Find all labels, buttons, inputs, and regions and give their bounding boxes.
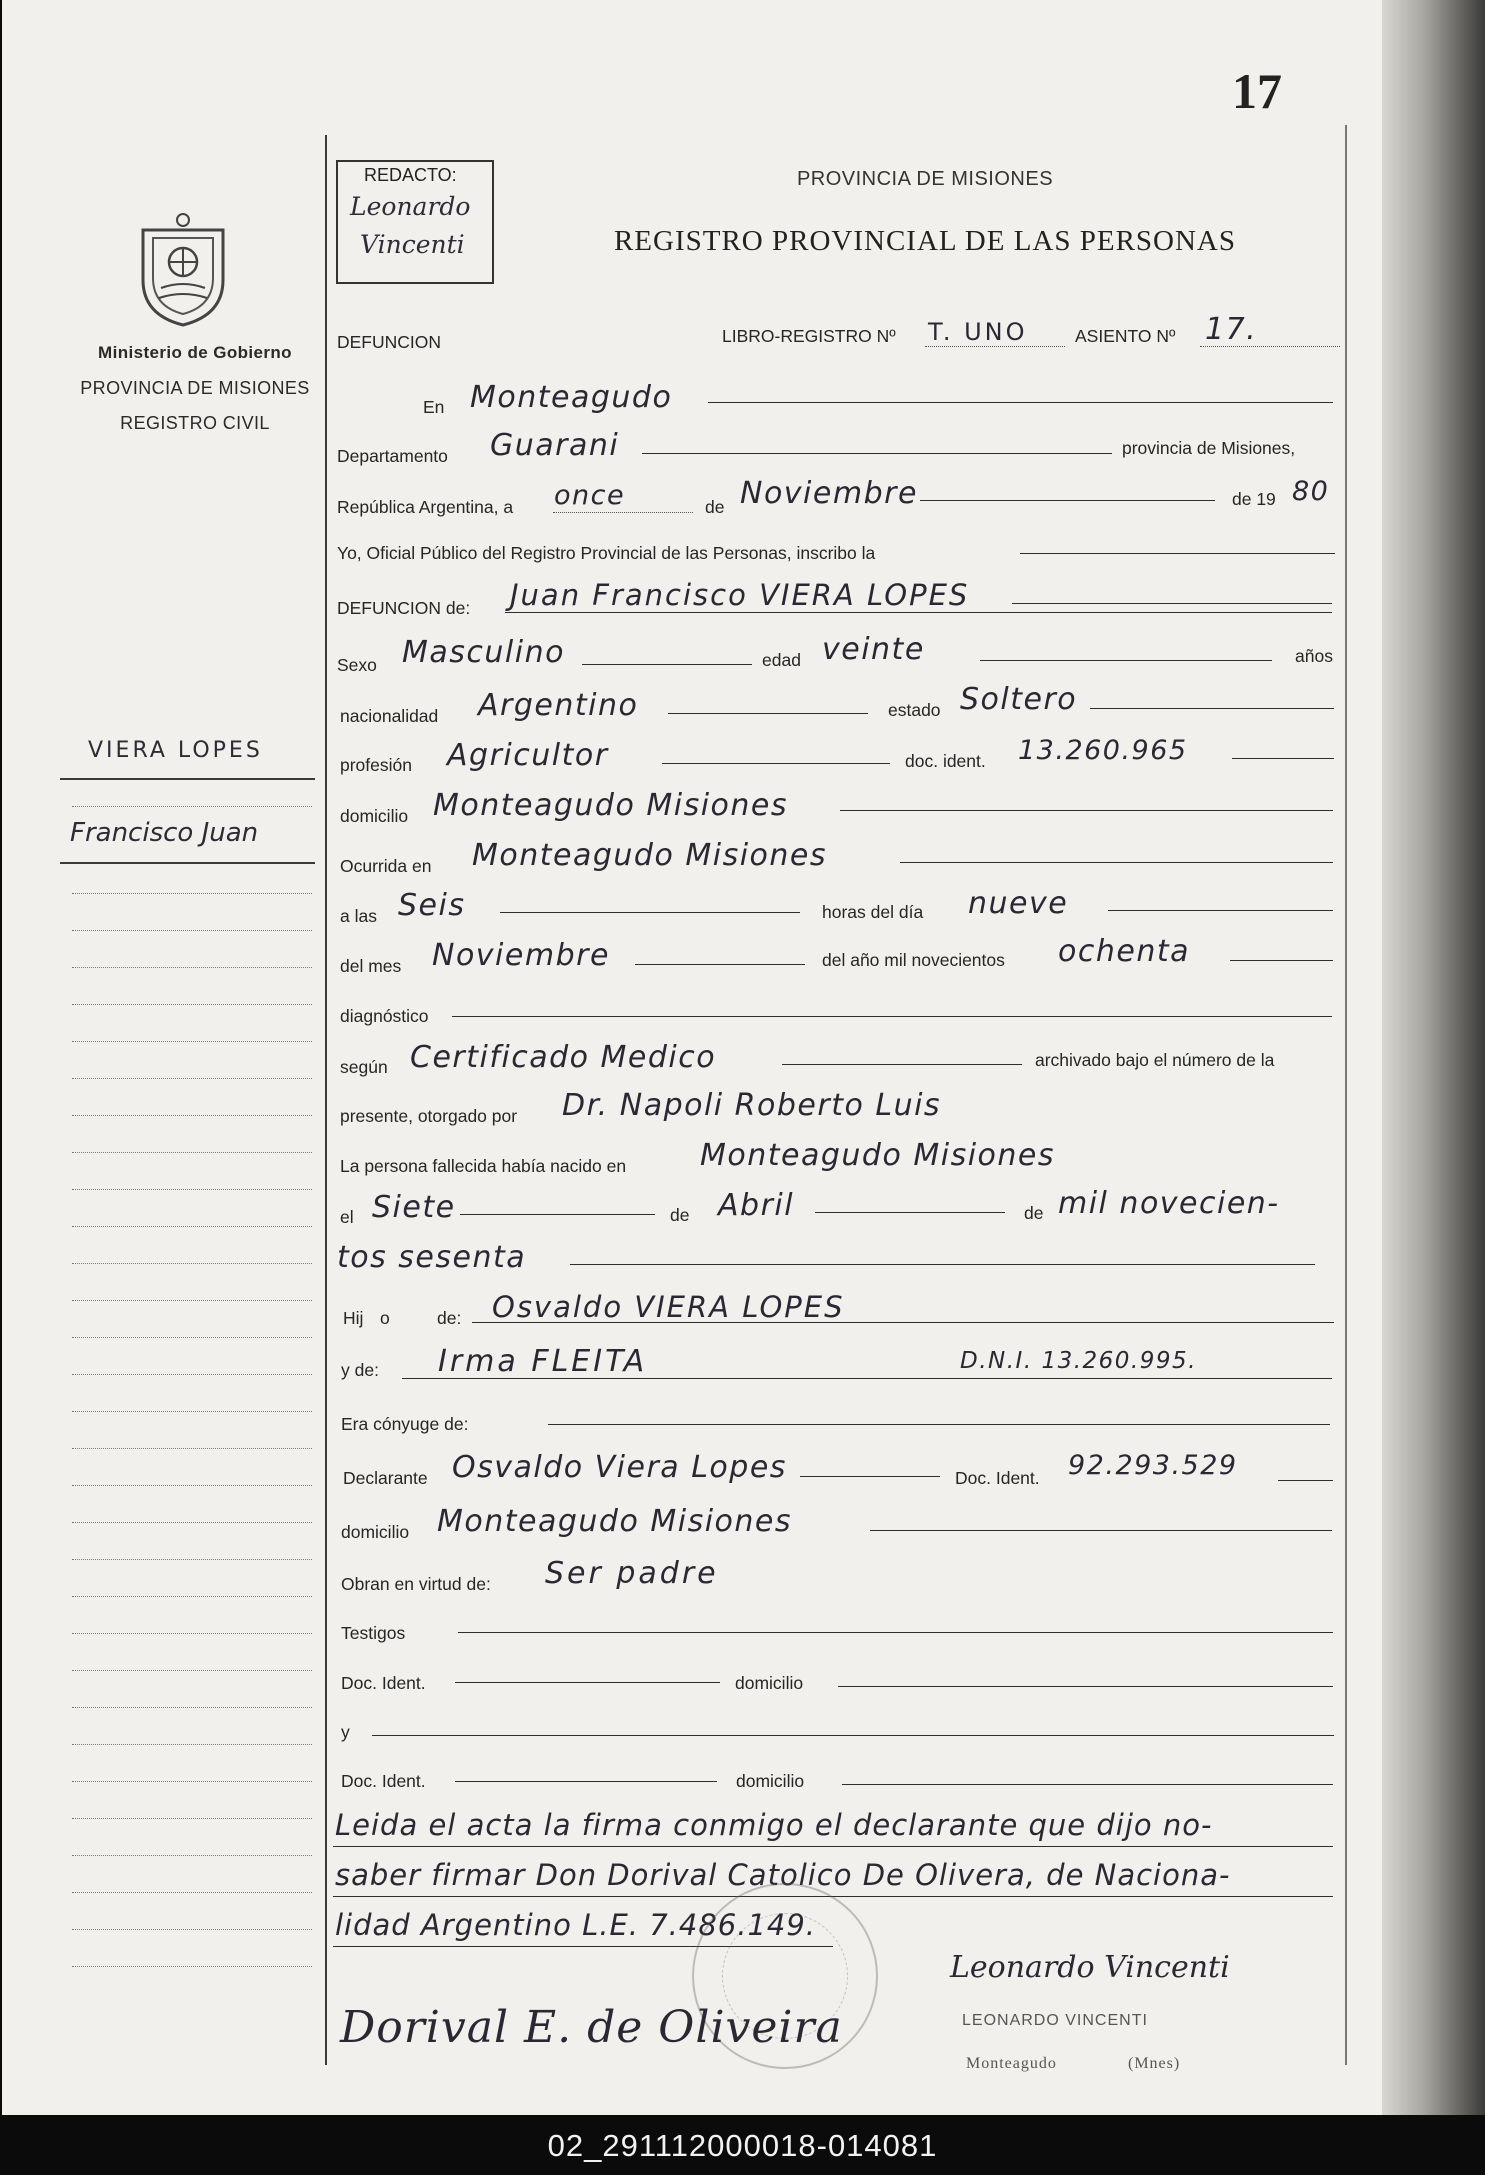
- officer-printed-name: LEONARDO VINCENTI: [962, 2012, 1148, 2029]
- margin-given-names: Francisco Juan: [70, 818, 259, 848]
- ocurrida-label: Ocurrida en: [340, 856, 432, 876]
- mother-dni: D.N.I. 13.260.995.: [960, 1348, 1197, 1374]
- de3-value: mil novecien-: [1058, 1186, 1280, 1221]
- redacto-label: REDACTO:: [364, 165, 457, 185]
- obran-value: Ser padre: [545, 1556, 719, 1591]
- dia-value: once: [554, 480, 626, 511]
- mother-name: Irma FLEITA: [438, 1344, 648, 1379]
- margin-line: [72, 1004, 312, 1005]
- footer-image-id: 02_291112000018-014081: [547, 2128, 938, 2163]
- alas-label: a las: [340, 906, 377, 926]
- margin-line: [72, 806, 312, 807]
- oficial-line: [1020, 553, 1335, 554]
- decl-domicilio-line: [870, 1530, 1332, 1531]
- hij-label: Hij: [343, 1308, 364, 1328]
- margin-line: [72, 1892, 312, 1893]
- en-value: Monteagudo: [470, 380, 673, 415]
- nacionalidad-label: nacionalidad: [340, 706, 439, 726]
- alas-line: [500, 912, 800, 913]
- de2-line: [815, 1212, 1005, 1213]
- edad-label: edad: [762, 650, 801, 670]
- margin-rule: [325, 135, 327, 2065]
- diagnostico-label: diagnóstico: [340, 1006, 429, 1026]
- estado-line: [1090, 708, 1334, 709]
- declarante-line: [800, 1476, 940, 1477]
- margin-surname: VIERA LOPES: [88, 738, 263, 763]
- cont-line: [570, 1264, 1315, 1265]
- estado-value: Soltero: [960, 682, 1078, 717]
- profesion-label: profesión: [340, 755, 412, 775]
- margin-line: [72, 1522, 312, 1523]
- decl-domicilio-value: Monteagudo Misiones: [437, 1504, 792, 1539]
- nacionalidad-value: Argentino: [478, 688, 639, 723]
- margin-line: [72, 1152, 312, 1153]
- note-line-2: saber firmar Don Dorival Catolico De Olivera, de Naciona-: [335, 1858, 1231, 1892]
- margin-line: [60, 778, 315, 780]
- nacido-value: Monteagudo Misiones: [700, 1138, 1055, 1173]
- margin-line: [72, 1263, 312, 1264]
- archivado-label: archivado bajo el número de la: [1035, 1050, 1275, 1070]
- margin-line: [72, 1337, 312, 1338]
- departamento-value: Guarani: [490, 428, 620, 463]
- margin-line: [72, 1596, 312, 1597]
- margin-line: [72, 1781, 312, 1782]
- diagnostico-line: [452, 1016, 1332, 1017]
- deceased-name: Juan Francisco VIERA LOPES: [510, 578, 970, 612]
- segun-line: [782, 1064, 1022, 1065]
- margin-line: [72, 1818, 312, 1819]
- doc-ident-label: doc. ident.: [905, 751, 986, 771]
- departamento-label: Departamento: [337, 446, 448, 466]
- testigo1-dom-label: domicilio: [735, 1673, 804, 1693]
- nacionalidad-line: [668, 713, 868, 714]
- mes-line: [920, 500, 1215, 501]
- sexo-label: Sexo: [337, 655, 377, 675]
- testigo2-doc-line: [455, 1781, 717, 1782]
- horas-line: [1108, 910, 1333, 911]
- doc-ident-value: 13.260.965: [1018, 735, 1188, 766]
- record-type-label: DEFUNCION: [337, 332, 442, 352]
- declarante-value: Osvaldo Viera Lopes: [452, 1450, 787, 1485]
- delanio-line: [1230, 960, 1333, 961]
- asiento-value: 17.: [1205, 312, 1258, 347]
- doc-ident-line: [1232, 758, 1334, 759]
- sexo-value: Masculino: [402, 635, 565, 670]
- declarant-signature: Dorival E. de Oliveira: [340, 2002, 843, 2053]
- margin-line: [72, 1374, 312, 1375]
- delanio-label: del año mil novecientos: [822, 950, 1005, 970]
- margin-line: [72, 1707, 312, 1708]
- redacto-signature-line2: Vincenti: [360, 230, 465, 259]
- el-label: el: [340, 1207, 354, 1227]
- margin-line: [72, 1448, 312, 1449]
- y-label: y: [341, 1722, 350, 1742]
- margin-line: [72, 1226, 312, 1227]
- conyuge-label: Era cónyuge de:: [341, 1414, 469, 1434]
- defuncion-underline: [505, 612, 1332, 613]
- delmes-value: Noviembre: [432, 938, 610, 973]
- officer-printed-place: Monteagudo: [966, 2055, 1057, 2072]
- margin-line: [72, 930, 312, 931]
- libro-dots: [925, 346, 1065, 347]
- delmes-line: [635, 964, 805, 965]
- sexo-line: [582, 664, 752, 665]
- margin-line: [72, 1189, 312, 1190]
- margin-line: [72, 1966, 312, 1967]
- note-line-1: Leida el acta la firma conmigo el declarante que dijo no-: [335, 1808, 1213, 1842]
- edad-line: [980, 660, 1272, 661]
- note-underline-1: [333, 1846, 1333, 1847]
- crest-icon: [133, 210, 233, 330]
- anos-label: años: [1295, 646, 1333, 666]
- horas-label: horas del día: [822, 902, 924, 922]
- asiento-dots: [1200, 346, 1340, 347]
- decl-doc-label: Doc. Ident.: [955, 1468, 1040, 1488]
- libro-value: T. UNO: [928, 318, 1028, 346]
- profesion-line: [662, 763, 890, 764]
- decl-doc-value: 92.293.529: [1068, 1450, 1238, 1481]
- declarante-label: Declarante: [343, 1468, 428, 1488]
- margin-line: [72, 1115, 312, 1116]
- domicilio-value: Monteagudo Misiones: [433, 788, 788, 823]
- margin-line: [72, 1300, 312, 1301]
- birth-year-continuation: tos sesenta: [337, 1240, 527, 1275]
- asiento-label: ASIENTO Nº: [1075, 326, 1176, 346]
- y-de-label: y de:: [341, 1360, 379, 1380]
- margin-line: [72, 1078, 312, 1079]
- oficial-text: Yo, Oficial Público del Registro Provincial de las Personas, inscribo la: [337, 543, 876, 563]
- father-line: [472, 1322, 1334, 1323]
- segun-label: según: [340, 1057, 388, 1077]
- ocurrida-value: Monteagudo Misiones: [472, 838, 827, 873]
- alas-value: Seis: [398, 888, 466, 923]
- defuncion-de-label: DEFUNCION de:: [337, 598, 471, 618]
- de2-label: de: [670, 1205, 690, 1225]
- en-label: En: [423, 397, 445, 417]
- defuncion-line: [1012, 603, 1332, 604]
- testigos-label: Testigos: [341, 1623, 406, 1643]
- page-number: 17: [1232, 63, 1282, 119]
- testigo2-line: [372, 1735, 1334, 1736]
- ministry-label: Ministerio de Gobierno: [98, 343, 292, 362]
- hij-de-label: de:: [437, 1308, 462, 1328]
- registry-title: REGISTRO PROVINCIAL DE LAS PERSONAS: [613, 225, 1237, 257]
- de3-label: de: [1024, 1203, 1044, 1223]
- anio-value: 80: [1292, 476, 1330, 507]
- registry-label: REGISTRO CIVIL: [120, 413, 270, 433]
- republica-label: República Argentina, a: [337, 497, 514, 517]
- presente-value: Dr. Napoli Roberto Luis: [562, 1088, 942, 1123]
- mother-line: [402, 1378, 1332, 1379]
- testigos-line: [458, 1632, 1333, 1633]
- libro-label: LIBRO-REGISTRO Nº: [722, 326, 896, 346]
- conyuge-line: [548, 1424, 1330, 1425]
- de19-label: de 19: [1232, 489, 1276, 509]
- en-line: [708, 402, 1333, 403]
- margin-line: [72, 1485, 312, 1486]
- margin-line: [72, 1929, 312, 1930]
- mes-value: Noviembre: [740, 476, 918, 511]
- nacido-label: La persona fallecida había nacido en: [340, 1156, 627, 1176]
- hij-suffix: o: [380, 1308, 390, 1328]
- testigo1-doc-label: Doc. Ident.: [341, 1673, 426, 1693]
- right-rule: [1345, 125, 1347, 2065]
- obran-label: Obran en virtud de:: [341, 1574, 491, 1594]
- delmes-label: del mes: [340, 956, 402, 976]
- segun-value: Certificado Medico: [410, 1040, 717, 1075]
- decl-doc-line: [1278, 1480, 1333, 1481]
- decl-domicilio-label: domicilio: [341, 1522, 410, 1542]
- profesion-value: Agricultor: [447, 738, 609, 773]
- book-spine: [1382, 0, 1485, 2115]
- margin-line: [72, 967, 312, 968]
- note-line-3: lidad Argentino L.E. 7.486.149.: [335, 1908, 817, 1942]
- margin-line: [72, 1855, 312, 1856]
- provincia-label: provincia de Misiones,: [1122, 438, 1296, 458]
- officer-printed-prov: (Mnes): [1128, 2055, 1181, 2072]
- presente-label: presente, otorgado por: [340, 1106, 518, 1126]
- margin-line: [72, 1633, 312, 1634]
- province-heading: PROVINCIA DE MISIONES: [796, 168, 1054, 190]
- margin-line: [72, 1411, 312, 1412]
- edad-value: veinte: [822, 632, 925, 667]
- testigo1-dom-line: [838, 1686, 1333, 1687]
- ocurrida-line: [900, 862, 1333, 863]
- officer-signature: Leonardo Vincenti: [950, 1950, 1230, 1985]
- margin-line: [72, 893, 312, 894]
- horas-value: nueve: [968, 886, 1069, 921]
- margin-line: [60, 862, 315, 864]
- testigo2-dom-label: domicilio: [736, 1771, 805, 1791]
- domicilio-label: domicilio: [340, 806, 409, 826]
- margin-line: [72, 1744, 312, 1745]
- testigo2-dom-line: [842, 1784, 1333, 1785]
- el-line: [460, 1214, 655, 1215]
- domicilio-line: [840, 810, 1333, 811]
- margin-line: [72, 1559, 312, 1560]
- el-value: Siete: [372, 1190, 456, 1225]
- testigo1-doc-line: [455, 1682, 720, 1683]
- margin-line: [72, 1670, 312, 1671]
- de-label: de: [705, 497, 725, 517]
- delanio-value: ochenta: [1058, 934, 1190, 969]
- redacto-box: [336, 160, 494, 284]
- father-name: Osvaldo VIERA LOPES: [492, 1290, 845, 1324]
- departamento-line: [642, 453, 1112, 454]
- testigo2-doc-label: Doc. Ident.: [341, 1771, 426, 1791]
- de2-value: Abril: [718, 1188, 795, 1223]
- province-label: PROVINCIA DE MISIONES: [80, 378, 310, 398]
- redacto-signature-line1: Leonardo: [350, 192, 471, 221]
- estado-label: estado: [888, 700, 941, 720]
- margin-line: [72, 1041, 312, 1042]
- dia-dots: [553, 512, 693, 513]
